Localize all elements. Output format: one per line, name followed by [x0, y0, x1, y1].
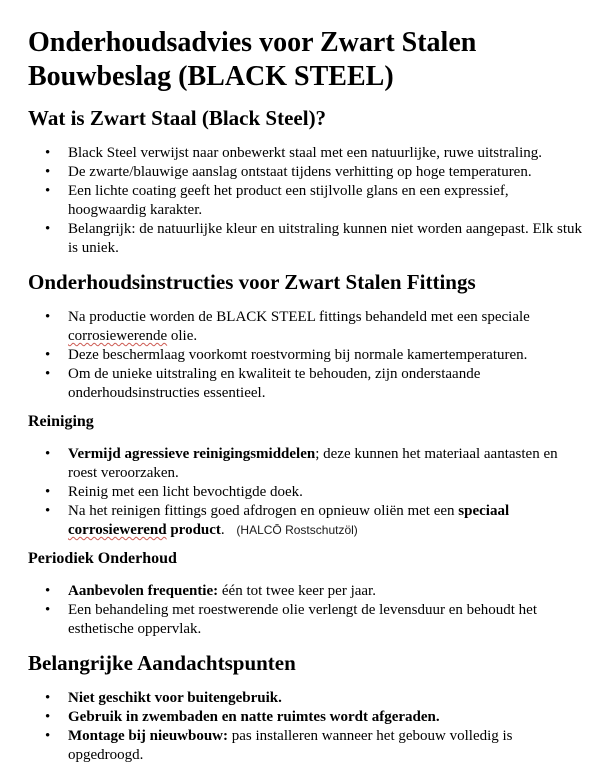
- bullet-marker: •: [45, 728, 51, 744]
- text-run: Deze beschermlaag voorkomt roestvorming bij normale kamertemperaturen.: [68, 347, 528, 363]
- bullet-marker: •: [45, 309, 51, 325]
- text-run: Montage bij nieuwbouw:: [68, 728, 229, 744]
- bullet-marker: •: [45, 347, 51, 363]
- text-run: ; deze kunnen het materiaal aantasten en roest veroorzaken.: [68, 446, 562, 481]
- spellcheck-flagged-run: corrosiewerend: [68, 522, 167, 538]
- bullet-marker: •: [45, 690, 51, 706]
- bullet-marker: •: [45, 164, 51, 180]
- text-run: Een lichte coating geeft het product een stijlvolle glans en een expressief, hoogwaardig karakter.: [68, 183, 513, 218]
- list-item: [28, 346, 583, 365]
- bullet-list: [28, 445, 583, 540]
- bullet-marker: •: [45, 503, 51, 519]
- bullet-marker: •: [45, 709, 51, 725]
- bullet-marker: •: [45, 583, 51, 599]
- text-run: pas installeren wanneer het gebouw volledig is opgedroogd.: [68, 728, 517, 763]
- list-item: [28, 182, 583, 220]
- document-title: Onderhoudsadvies voor Zwart Stalen Bouwbeslag (BLACK STEEL): [28, 27, 477, 92]
- list-item: [28, 445, 583, 483]
- text-run: Na productie worden de BLACK STEEL fittings behandeld met een speciale: [68, 309, 534, 325]
- spellcheck-flagged-run: corrosiewerende: [68, 328, 168, 344]
- text-run: Niet geschikt voor buitengebruik.: [68, 690, 282, 706]
- section-heading: Belangrijke Aandachtspunten: [28, 651, 296, 675]
- text-run: Vermijd agressieve reinigingsmiddelen: [68, 446, 316, 462]
- list-item: [28, 483, 583, 502]
- bullet-marker: •: [45, 221, 51, 237]
- text-run: Aanbevolen frequentie:: [68, 583, 219, 599]
- bullet-marker: •: [45, 602, 51, 618]
- bullet-list: [28, 582, 583, 639]
- bullet-list: [28, 144, 586, 258]
- text-run: Na het reinigen fittings goed afdrogen en opnieuw oliën met een: [68, 503, 459, 519]
- text-run: Om de unieke uitstraling en kwaliteit te behouden, zijn onderstaande onderhoudsinstructies essentieel.: [68, 366, 485, 401]
- section-heading: Periodiek Onderhoud: [28, 550, 177, 567]
- list-item: [28, 220, 586, 258]
- text-run: Reinig met een licht bevochtigde doek.: [68, 484, 303, 500]
- list-item: [28, 163, 583, 182]
- text-run: Belangrijk: de natuurlijke kleur en uitstraling kunnen niet worden aangepast. Elk stuk is uniek.: [68, 221, 586, 256]
- text-run: Gebruik in zwembaden en natte ruimtes wordt afgeraden.: [68, 709, 440, 725]
- bullet-marker: •: [45, 183, 51, 199]
- bullet-marker: •: [45, 446, 51, 462]
- text-run: olie.: [167, 328, 198, 344]
- bullet-marker: •: [45, 145, 51, 161]
- list-item: [28, 727, 583, 765]
- text-run: één tot twee keer per jaar.: [218, 583, 376, 599]
- annotation-run: (HALCŌ Rostschutzöl): [236, 523, 358, 537]
- text-run: product: [166, 522, 221, 538]
- section-heading: Wat is Zwart Staal (Black Steel)?: [28, 106, 327, 130]
- list-item: [28, 601, 583, 639]
- document-body: [28, 105, 586, 765]
- bullet-marker: •: [45, 484, 51, 500]
- section-heading: Reiniging: [28, 413, 94, 430]
- list-item: [28, 582, 583, 601]
- list-item: [28, 708, 583, 727]
- bullet-list: [28, 308, 583, 403]
- list-item: [28, 308, 583, 346]
- text-run: Black Steel verwijst naar onbewerkt staal met een natuurlijke, ruwe uitstraling.: [68, 145, 543, 161]
- section-heading: Onderhoudsinstructies voor Zwart Stalen Fittings: [28, 270, 476, 294]
- text-run: speciaal: [458, 503, 513, 519]
- list-item: [28, 144, 583, 163]
- list-item: [28, 365, 583, 403]
- bullet-marker: •: [45, 366, 51, 382]
- bullet-list: [28, 689, 583, 765]
- list-item: [28, 689, 583, 708]
- text-run: .: [220, 522, 229, 538]
- text-run: Een behandeling met roestwerende olie verlengt de levensduur en behoudt het esthetische oppervlak.: [68, 602, 541, 637]
- text-run: De zwarte/blauwige aanslag ontstaat tijdens verhitting op hoge temperaturen.: [68, 164, 532, 180]
- list-item: [28, 502, 583, 540]
